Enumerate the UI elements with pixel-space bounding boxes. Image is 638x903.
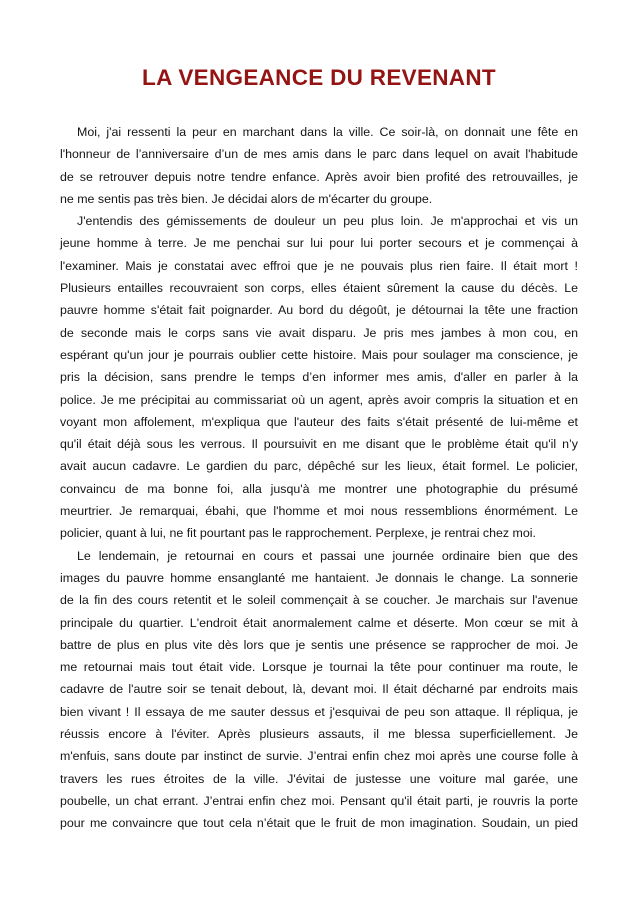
text-line: travers les rues étroites de la ville. J'évitai de justesse une voiture mal garée, une xyxy=(60,771,578,786)
text-line: cadavre de l'autre soir se tenait debout, là, devant moi. Il était décharné par endroits mais xyxy=(60,682,578,697)
text-line: J'entendis des gémissements de douleur un peu plus loin. Je m'approchai et vis un xyxy=(77,214,578,229)
text-line: convaincu de ma bonne foi, alla jusqu'à me montrer une photographie du présumé xyxy=(60,481,578,496)
text-line: pour me convaincre que tout cela n’était que le fruit de mon imagination. Soudain, un pied xyxy=(60,816,578,831)
text-line: qu'il était déjà sous les verrous. Il poursuivit en me disant que le problème était qu'il n’y xyxy=(60,437,578,452)
text-line: espérant qu'un jour je pourrais oublier cette histoire. Mais pour soulager ma conscience, je xyxy=(60,347,578,362)
paragraph xyxy=(60,210,578,544)
text-line: Le lendemain, je retournai en cours et passai une journée ordinaire bien que des xyxy=(77,548,578,563)
text-line: Moi, j'ai ressenti la peur en marchant dans la ville. Ce soir-là, on donnait une fête en xyxy=(77,125,578,139)
text-line: policier, quant à lui, ne fit pourtant pas le rapprochement. Perplexe, je rentrai chez moi. xyxy=(60,526,536,541)
text-line: l'honneur de l’anniversaire d’un de mes amis dans le parc dans lequel on avait l'habitude xyxy=(60,147,578,162)
text-line: police. Je me précipitai au commissariat où un agent, après avoir compris la situation et en xyxy=(60,392,578,407)
text-line: avait aucun cadavre. Le gardien du parc, dépêché sur les lieux, était formel. Le policier, xyxy=(60,459,578,474)
text-line: battre de plus en plus vite dès lors que je sentis une présence se rapprocher de moi. Je xyxy=(60,637,578,652)
text-line: de la fin des cours retentit et le soleil commençait à se coucher. Je marchais sur l'avenue xyxy=(60,593,578,608)
text-line: de se retrouver depuis notre tendre enfance. Après avoir bien profité des retrouvailles, je xyxy=(60,169,578,184)
document-body xyxy=(60,121,578,835)
text-line: de seconde mais le corps sans vie avait disparu. Je pris mes jambes à mon cou, en xyxy=(60,325,578,340)
text-line: voyant mon affolement, m'expliqua que l'auteur des faits s'était présenté de lui-même et xyxy=(60,414,578,429)
text-line: me retournai mais tout était vide. Lorsque je tournai la tête pour continuer ma route, le xyxy=(60,660,578,675)
text-line: bien vivant ! Il essaya de me sauter dessus et j'esquivai de peu son attaque. Il répliqua, je xyxy=(60,704,578,719)
text-line: l'examiner. Mais je constatai avec effroi que je ne pouvais plus rien faire. Il était mort ! xyxy=(60,258,578,273)
text-line: pauvre homme s'était fait poignarder. Au bord du dégoût, je détournai la tête une fraction xyxy=(60,303,578,318)
text-line: Plusieurs entailles recouvraient son corps, elles étaient sûrement la cause du décès. Le xyxy=(60,281,578,296)
paragraph xyxy=(60,121,578,210)
text-line: réussis encore à l'éviter. Après plusieurs assauts, il me blessa superficiellement. Je xyxy=(60,727,578,742)
text-line: ne me sentis pas très bien. Je décidai alors de m'écarter du groupe. xyxy=(60,191,433,206)
text-line: pris la décision, sans prendre le temps d’en informer mes amis, d'aller en parler à la xyxy=(60,370,578,385)
text-line: principale du quartier. L'endroit était anormalement calme et déserte. Mon cœur se mit à xyxy=(60,615,578,630)
text-line: images du pauvre homme ensanglanté me hantaient. Je donnais le change. La sonnerie xyxy=(60,570,578,585)
document-title: LA VENGEANCE DU REVENANT xyxy=(142,65,496,90)
text-line: m'enfuis, sans doute par instinct de survie. J’entrai enfin chez moi après une course folle à xyxy=(60,749,578,764)
paragraph xyxy=(60,545,578,835)
text-line: poubelle, un chat errant. J’entrai enfin chez moi. Pensant qu'il était parti, je rouvris la porte xyxy=(60,793,578,808)
text-line: meurtrier. Je remarquai, ébahi, que l'homme et moi nous ressemblions énormément. Le xyxy=(60,504,578,519)
text-line: jeune homme à terre. Je me penchai sur lui pour lui porter secours et je commençai à xyxy=(60,236,578,251)
